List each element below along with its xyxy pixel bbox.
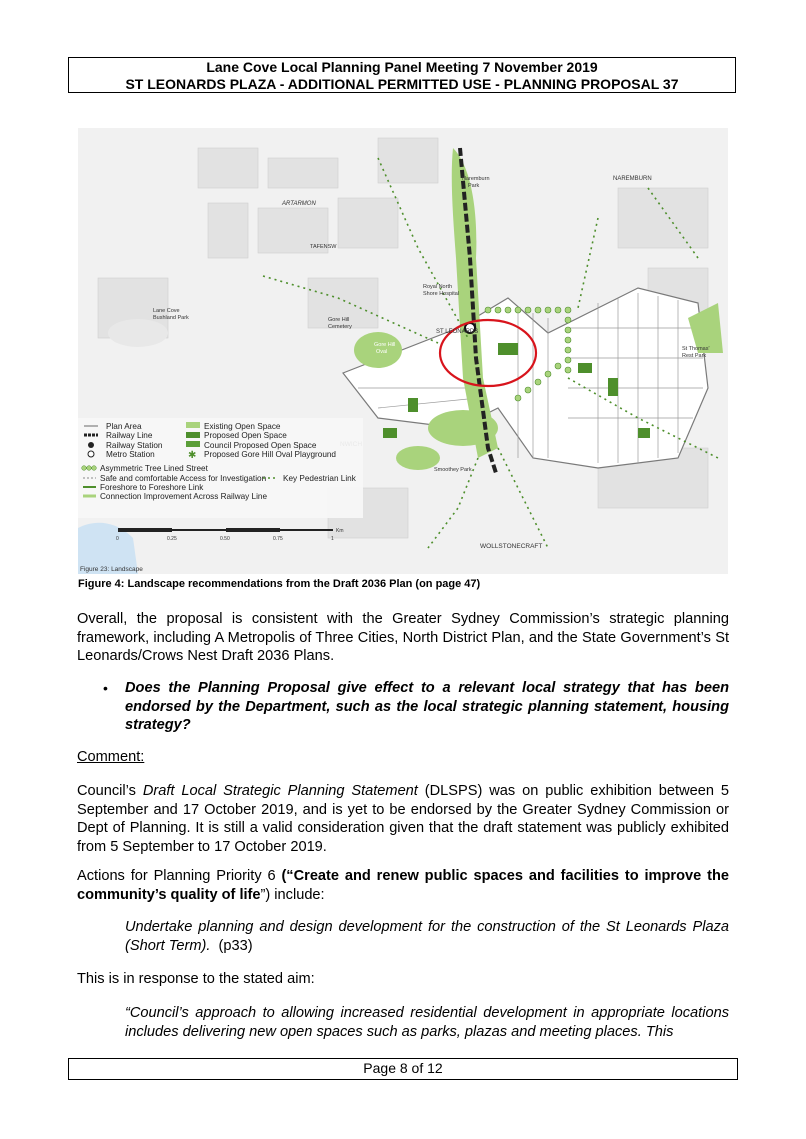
svg-text:0.75: 0.75 bbox=[273, 536, 283, 542]
svg-text:Proposed Gore Hill Oval Playgr: Proposed Gore Hill Oval Playground bbox=[204, 450, 336, 459]
svg-text:1: 1 bbox=[331, 536, 334, 542]
svg-text:Key Pedestrian Link: Key Pedestrian Link bbox=[283, 474, 356, 483]
paragraph-dlsps: Council’s Draft Local Strategic Planning Statement (DLSPS) was on public exhibition between 5 September and 17 October 2019, and is yet to be endorsed by the Greater Sydney Commission or Dept of Planning. It is still a valid consideration given that the draft statement was publicly exhibited from 5 September to 17 October 2019. bbox=[77, 783, 729, 855]
paragraph-stated-aim: This is in response to the stated aim: bbox=[77, 971, 315, 987]
svg-text:Proposed Open Space: Proposed Open Space bbox=[204, 431, 287, 440]
svg-text:WOLLSTONECRAFT: WOLLSTONECRAFT bbox=[480, 543, 543, 550]
svg-text:Smoothey Park: Smoothey Park bbox=[434, 467, 472, 473]
svg-text:NAREMBURN: NAREMBURN bbox=[613, 176, 652, 182]
landscape-map bbox=[78, 128, 728, 574]
svg-text:ST LEONARDS: ST LEONARDS bbox=[436, 329, 479, 335]
quote-plaza-action: Undertake planning and design development for the construction of the St Leonards Plaza (Short Term). (p33) bbox=[125, 919, 729, 954]
svg-text:Connection Improvement Across: Connection Improvement Across Railway Line bbox=[100, 492, 268, 501]
svg-text:Asymmetric Tree Lined Street: Asymmetric Tree Lined Street bbox=[100, 464, 208, 473]
page-header bbox=[68, 57, 736, 93]
figure-caption: Figure 4: Landscape recommendations from the Draft 2036 Plan (on page 47) bbox=[78, 578, 481, 590]
svg-text:Park: Park bbox=[468, 183, 480, 189]
svg-text:Oval: Oval bbox=[376, 349, 388, 355]
svg-text:Railway Line: Railway Line bbox=[106, 431, 153, 440]
svg-text:TAFENSW: TAFENSW bbox=[310, 244, 337, 250]
svg-text:Km: Km bbox=[336, 528, 344, 534]
svg-text:0: 0 bbox=[116, 536, 119, 542]
svg-text:Naremburn: Naremburn bbox=[462, 176, 490, 182]
page-footer: Page 8 of 12 bbox=[68, 1058, 738, 1080]
svg-text:Metro Station: Metro Station bbox=[106, 450, 155, 459]
paragraph-consistency: Overall, the proposal is consistent with the Greater Sydney Commission’s strategic planning framework, including A Metropolis of Three Cities, North District Plan, and the State Government’s St Leonards/Crows Nest Draft 2036 Plans. bbox=[77, 611, 729, 664]
header-line-1: Lane Cove Local Planning Panel Meeting 7 November 2019 bbox=[206, 59, 598, 75]
svg-text:Safe and comfortable Access fo: Safe and comfortable Access for Investigation bbox=[100, 474, 267, 483]
svg-text:ARTARMON: ARTARMON bbox=[282, 201, 316, 207]
svg-text:Existing Open Space: Existing Open Space bbox=[204, 422, 281, 431]
svg-text:Council Proposed Open Space: Council Proposed Open Space bbox=[204, 441, 317, 450]
svg-text:0.50: 0.50 bbox=[220, 536, 230, 542]
svg-text:Railway Station: Railway Station bbox=[106, 441, 163, 450]
svg-text:Foreshore to Foreshore Link: Foreshore to Foreshore Link bbox=[100, 483, 204, 492]
comment-heading: Comment: bbox=[77, 749, 145, 765]
quote-council-approach: “Council’s approach to allowing increased residential development in appropriate locations includes delivering new open spaces such as parks, plazas and meeting places. This bbox=[125, 1005, 729, 1040]
svg-text:Shore Hospital: Shore Hospital bbox=[423, 291, 460, 297]
svg-text:Plan Area: Plan Area bbox=[106, 422, 142, 431]
bullet-marker: • bbox=[103, 680, 108, 696]
svg-text:Bushland Park: Bushland Park bbox=[153, 315, 189, 321]
svg-text:Cemetery: Cemetery bbox=[328, 324, 352, 330]
svg-text:Figure 23: Landscape: Figure 23: Landscape bbox=[80, 566, 143, 573]
svg-text:Royal North: Royal North bbox=[423, 284, 453, 290]
svg-text:Gore Hill: Gore Hill bbox=[328, 317, 350, 323]
svg-text:0.25: 0.25 bbox=[167, 536, 177, 542]
svg-text:Lane Cove: Lane Cove bbox=[153, 308, 180, 314]
bullet-question: Does the Planning Proposal give effect to a relevant local strategy that has been endorsed by the Department, such as the local strategic planning statement, housing strategy? bbox=[125, 680, 729, 733]
paragraph-priority-6: Actions for Planning Priority 6 (“Create and renew public spaces and facilities to improve the community’s quality of life”) include: bbox=[77, 868, 729, 903]
svg-text:✱: ✱ bbox=[188, 450, 197, 461]
header-line-2: ST LEONARDS PLAZA - ADDITIONAL PERMITTED USE - PLANNING PROPOSAL 37 bbox=[125, 76, 679, 92]
svg-text:Rest Park: Rest Park bbox=[682, 353, 707, 359]
svg-text:St Thomas': St Thomas' bbox=[682, 346, 710, 352]
svg-text:Gore Hill: Gore Hill bbox=[374, 342, 396, 348]
